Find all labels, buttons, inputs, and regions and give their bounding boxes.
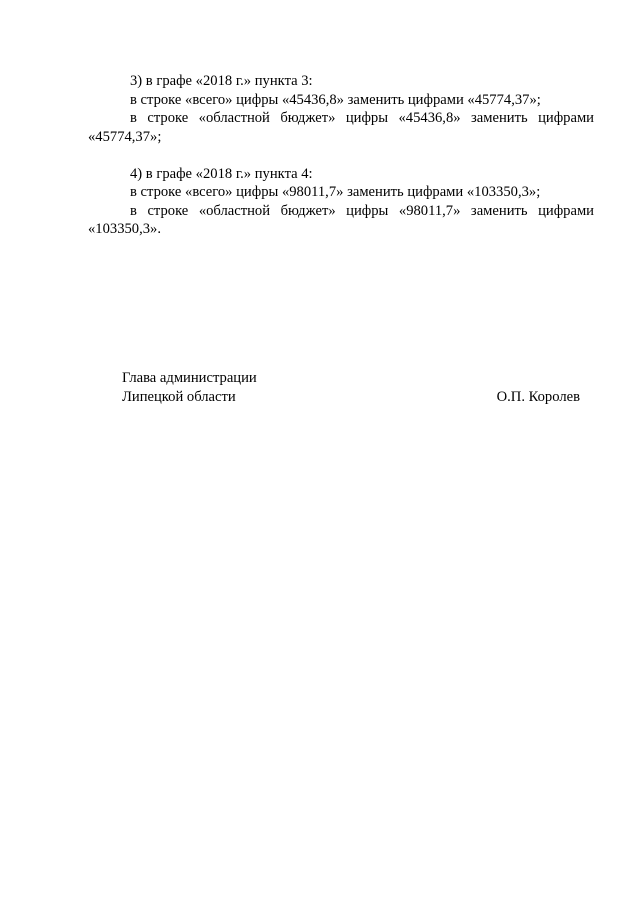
amendment-line: в строке «областной бюджет» цифры «98011,7» заменить цифрами «103350,3». (88, 202, 594, 237)
amendment-line: в строке «всего» цифры «98011,7» заменить цифрами «103350,3»; (130, 184, 541, 200)
amendment-line: в строке «всего» цифры «45436,8» заменить цифрами «45774,37»; (130, 91, 541, 108)
signature-region-row (122, 388, 580, 407)
amendment-item-3 (88, 72, 594, 146)
signature-block (122, 369, 580, 406)
amendment-item-4 (88, 165, 594, 239)
document-body (88, 72, 594, 239)
signature-position-title: Глава администрации (122, 370, 257, 386)
signature-position-region: Липецкой области (122, 388, 236, 405)
amendment-line: в строке «областной бюджет» цифры «45436,8» заменить цифрами «45774,37»; (88, 110, 594, 145)
amendment-heading: 4) в графе «2018 г.» пункта 4: (130, 165, 313, 182)
signatory-name: О.П. Королев (496, 388, 580, 405)
signature-position-row (122, 369, 580, 388)
amendment-heading: 3) в графе «2018 г.» пункта 3: (130, 73, 313, 89)
